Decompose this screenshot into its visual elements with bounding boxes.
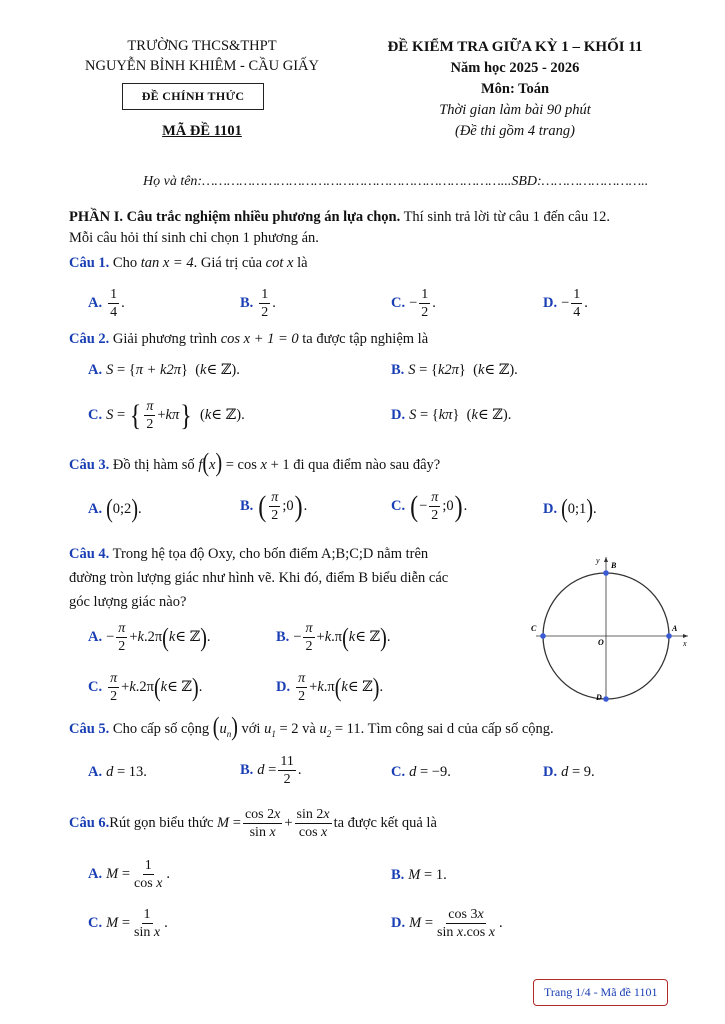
- label-d: D: [596, 693, 602, 702]
- point-c: [540, 633, 546, 639]
- q5-option-c[interactable]: C. d = −9.: [391, 764, 451, 780]
- q3-option-b[interactable]: B. ( $\frac{\pi}{2}$ ;0 ) .: [240, 490, 308, 523]
- label-o: O: [598, 638, 604, 647]
- question-4: Câu 4. Trong hệ tọa độ Oxy, cho bốn điểm A;B;C;D nằm trên đường tròn lượng giác như hình vẽ. Khi đó, điểm B biểu diễn các góc lượng giác nào?: [69, 546, 449, 610]
- question-5: Câu 5. Cho cấp số cộng $(u_n)$ với $u_1 = 2$ và $u_2 = 11$. Tìm công sai d của cấp số cộng.: [69, 712, 554, 742]
- student-info-line: Họ và tên:………………………………………………………………...SBD:……………………..: [143, 174, 649, 189]
- q1-option-a[interactable]: A. $\frac{1}{4}$ .: [88, 287, 125, 320]
- school-year: Năm học 2025 - 2026: [450, 60, 580, 76]
- q4-option-a[interactable]: A. − $\frac{\pi}{2}$ + k .2π ( k ∈ ℤ ) .: [88, 621, 211, 654]
- q1-option-b[interactable]: B. $\frac{1}{2}$ .: [240, 287, 276, 320]
- q2-option-b[interactable]: B. S = { k2π } ( k ∈ ℤ).: [391, 362, 518, 378]
- exam-title: ĐỀ KIỂM TRA GIỮA KỲ 1 – KHỐI 11: [387, 39, 643, 55]
- x-axis-arrow-icon: [683, 634, 688, 638]
- q3-option-a[interactable]: A. ( 0;2 ) .: [88, 494, 142, 524]
- q4-option-d[interactable]: D. $\frac{\pi}{2}$ + k .π ( k ∈ ℤ ) .: [276, 671, 384, 704]
- q4-option-c[interactable]: C. $\frac{\pi}{2}$ + k .2π ( k ∈ ℤ ) .: [88, 671, 203, 704]
- question-text: là: [293, 255, 308, 271]
- q3-option-c[interactable]: C. ( − $\frac{\pi}{2}$ ;0 ) .: [391, 490, 468, 523]
- q5-option-a[interactable]: A. d = 13.: [88, 764, 147, 780]
- q6-option-d[interactable]: D. M = $\frac{\cos 3x}{\text{sin x.cos x}}$ .: [391, 907, 503, 940]
- question-text: . Giá trị của: [193, 255, 266, 271]
- y-axis-arrow-icon: [604, 557, 608, 562]
- math-expr: cot x: [265, 255, 294, 271]
- q1-option-c[interactable]: C. − $\frac{1}{2}$ .: [391, 287, 436, 320]
- q2-option-a[interactable]: A. S = { π + k2π } ( k ∈ ℤ).: [88, 362, 240, 378]
- label-c: C: [531, 624, 537, 633]
- q2-option-d[interactable]: D. S = { kπ } ( k ∈ ℤ).: [391, 407, 512, 423]
- page-footer: Trang 1/4 - Mã đề 1101: [533, 979, 668, 1006]
- question-3: Câu 3. Đồ thị hàm số f(x) = cos x + 1 đi qua điểm nào sau đây?: [69, 448, 441, 478]
- part1-instruction-line2: Mỗi câu hỏi thí sinh chỉ chọn 1 phương án.: [69, 230, 319, 246]
- q5-option-d[interactable]: D. d = 9.: [543, 764, 595, 780]
- point-a: [666, 633, 672, 639]
- part1-instruction: Thí sinh trả lời từ câu 1 đến câu 12.: [400, 209, 610, 225]
- question-6: Câu 6. Rút gọn biểu thức M = $\frac{\cos 2x}{\text{sin x}}$ + $\frac{\sin 2x}{\text{cos x}}$ ta được kết quả là: [69, 807, 437, 840]
- school-name-line2: NGUYỄN BỈNH KHIÊM - CẦU GIẤY: [85, 58, 319, 74]
- part1-title: PHẦN I. Câu trắc nghiệm nhiều phương án lựa chọn.: [69, 209, 401, 225]
- exam-code: MÃ ĐỀ 1101: [162, 123, 242, 139]
- official-badge: ĐỀ CHÍNH THỨC: [122, 83, 264, 110]
- q1-option-d[interactable]: D. − $\frac{1}{4}$ .: [543, 287, 588, 320]
- q2-option-c[interactable]: C. S = { $\frac{\pi}{2}$ + kπ } ( k ∈ ℤ).: [88, 399, 245, 432]
- q3-option-d[interactable]: D. ( 0;1 ) .: [543, 494, 597, 524]
- label-x: x: [683, 639, 687, 648]
- point-b: [603, 570, 609, 576]
- question-1: [69, 255, 308, 272]
- math-expr: tan x = 4: [140, 255, 194, 271]
- question-text: Cho: [109, 255, 141, 271]
- q6-option-c[interactable]: C. M = $\frac{1}{\text{sin x}}$ .: [88, 907, 168, 940]
- subject: Môn: Toán: [480, 81, 550, 97]
- label-y: y: [596, 556, 600, 565]
- school-name-line1: TRƯỜNG THCS&THPT: [127, 38, 277, 54]
- question-number: Câu 1.: [69, 255, 110, 271]
- question-2: Câu 2. Giải phương trình cos x + 1 = 0 ta được tập nghiệm là: [69, 331, 429, 347]
- q6-option-b[interactable]: B. M = 1.: [391, 867, 447, 883]
- pages-note: (Đề thi gồm 4 trang): [454, 123, 575, 139]
- q4-option-b[interactable]: B. − $\frac{\pi}{2}$ + k .π ( k ∈ ℤ ) .: [276, 621, 391, 654]
- label-a: A: [672, 624, 678, 633]
- label-b: B: [611, 561, 617, 570]
- q6-option-a[interactable]: A. M = $\frac{1}{\text{cos x}}$ .: [88, 858, 171, 891]
- q5-option-b[interactable]: B. d = $\frac{11}{2}$ .: [240, 754, 302, 787]
- part1-heading: [69, 207, 699, 228]
- point-d: [603, 696, 609, 702]
- duration: Thời gian làm bài 90 phút: [439, 102, 591, 118]
- unit-circle-figure: [528, 553, 693, 703]
